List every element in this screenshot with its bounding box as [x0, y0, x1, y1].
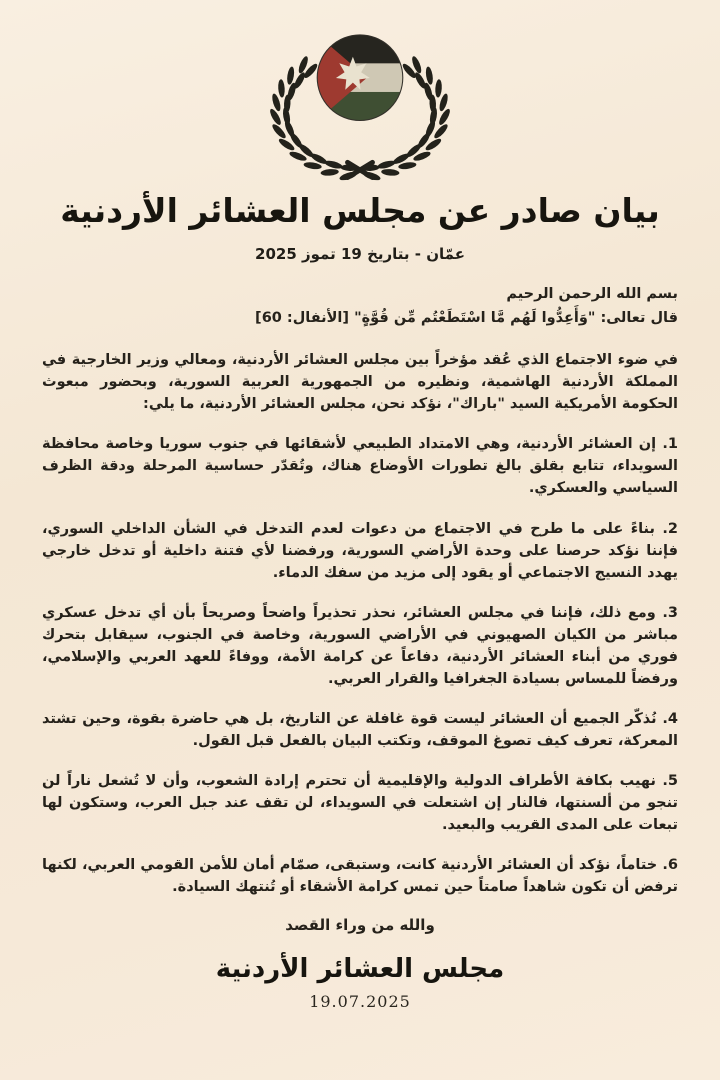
point-4: 4. نُذكّر الجميع أن العشائر ليست قوة غافلة عن التاريخ، بل هي حاضرة بقوة، وحين تشتد المعركة، تعرف كيف تصوغ الموقف، وتكتب البيان بالفعل قبل القول.: [42, 710, 678, 749]
point-3: 3. ومع ذلك، فإننا في مجلس العشائر، نحذر تحذيراً واضحاً وصريحاً بأن أي تدخل عسكري مباشر من الكيان الصهيوني في الأراضي السورية، وخاصة في الجنوب، سيقابل بتحرك فوري من أبناء العشائر الأردنية، دفاعاً عن كرامة الأمة، ووفاءً للعهد العربي والإسلامي، ورفضاً للمساس بسيادة الجغرافيا والقرار العربي.: [42, 604, 678, 687]
point-2: 2. بناءً على ما طرح في الاجتماع من دعوات لعدم التدخل في الشأن الداخلي السوري، فإننا نؤكد حرصنا على وحدة الأراضي السورية، ورفضنا لأي فتنة داخلية أو تدخل خارجي يهدد النسيج الاجتماعي أو يقود إلى مزيد من سفك الدماء.: [42, 520, 678, 581]
point-5: 5. نهيب بكافة الأطراف الدولية والإقليمية أن تحترم إرادة الشعوب، وأن لا تُشعل ناراً لن تنجو من ألسنتها، فالنار إن اشتعلت في السويداء، لن تقف عند جبل العرب، وستكون لها تبعات على المدى القريب والبعيد.: [42, 772, 678, 833]
tagline: والله من وراء القصد: [285, 915, 435, 934]
signature-date: 19.07.2025: [309, 991, 411, 1011]
signature: مجلس العشائر الأردنية: [215, 953, 505, 984]
basmala: بسم الله الرحمن الرحيم: [506, 286, 678, 303]
emblem-container: [42, 34, 678, 182]
dateline: عمّان - بتاريخ 19 تموز 2025: [255, 245, 465, 264]
jordan-flag-wreath-icon: [269, 34, 451, 182]
page-title: بيان صادر عن مجلس العشائر الأردنية: [60, 191, 660, 230]
quran-verse: قال تعالى: "وَأَعِدُّوا لَهُم مَّا اسْتَطَعْتُم مِّن قُوَّةٍ" [الأنفال: 60]: [255, 310, 678, 327]
statement-body: [42, 283, 678, 898]
point-1: 1. إن العشائر الأردنية، وهي الامتداد الطبيعي لأشقائها في جنوب سوريا وخاصة محافظة السويداء، تتابع بقلق بالغ تطورات الأوضاع هناك، وتُقدّر حساسية المرحلة ودقة الظرف السياسي والعسكري.: [42, 436, 678, 497]
intro-paragraph: في ضوء الاجتماع الذي عُقد مؤخراً بين مجلس العشائر الأردنية، ومعالي وزير الخارجية في المملكة الأردنية الهاشمية، ونظيره من الجمهورية العربية السورية، وبحضور مبعوث الحكومة الأمريكية السيد "باراك"، نؤكد نحن، مجلس العشائر الأردنية، ما يلي:: [42, 352, 678, 413]
closing-paragraph: 6. ختاماً، نؤكد أن العشائر الأردنية كانت، وستبقى، صمّام أمان للأمن القومي العربي، لكنها ترفض أن تكون شاهداً صامتاً حين تمس كرامة الأشقاء أو تُنتهك السيادة.: [42, 856, 678, 895]
